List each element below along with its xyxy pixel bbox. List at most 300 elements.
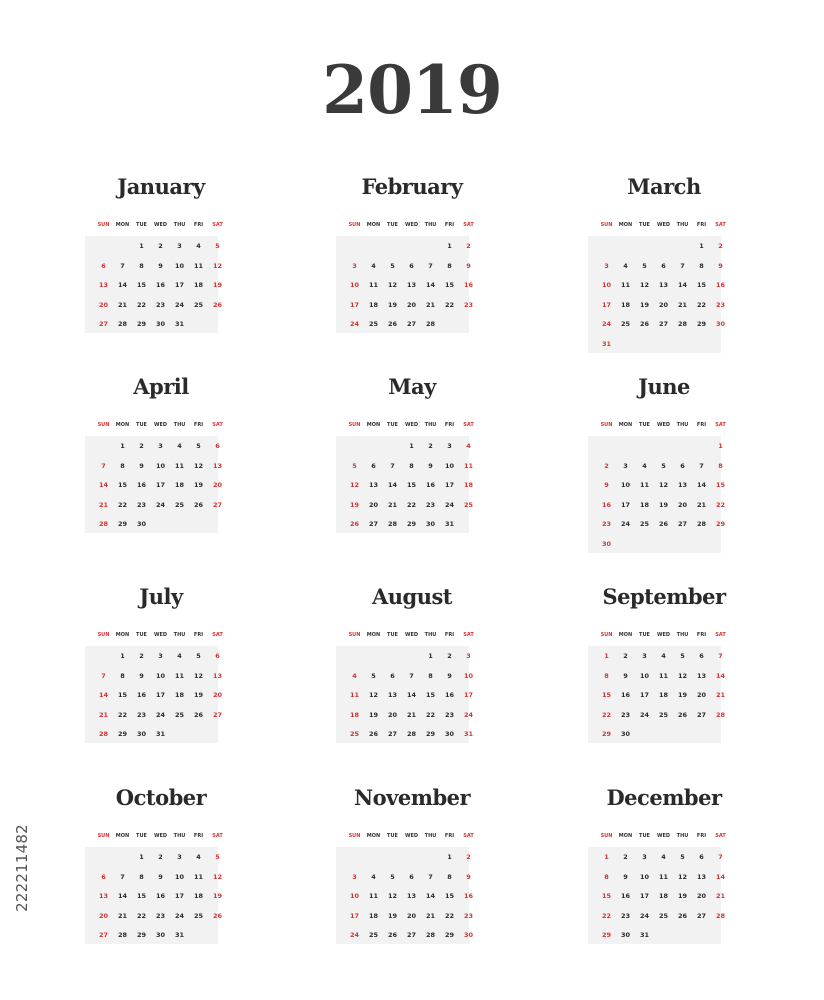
- weekday-label: MON: [115, 632, 130, 638]
- day-cell: 30: [155, 931, 166, 939]
- day-cell: 9: [447, 671, 452, 680]
- day-cell: 18: [658, 691, 669, 699]
- day-cell: 18: [174, 481, 185, 489]
- day-cell: 13: [696, 671, 707, 680]
- day-cell: 27: [406, 320, 417, 328]
- day-cell: 5: [371, 671, 376, 680]
- day-cell: 23: [155, 300, 166, 309]
- day-cell: 16: [136, 481, 147, 489]
- day-cell: 17: [620, 500, 631, 509]
- weekday-label: SAT: [715, 632, 726, 638]
- day-cell: 13: [677, 481, 688, 489]
- day-cell: 7: [428, 872, 433, 881]
- day-cell: 7: [699, 461, 704, 470]
- day-cell: 19: [349, 500, 360, 509]
- day-cell: 1: [120, 652, 125, 660]
- day-cell: 17: [639, 691, 650, 699]
- day-grid: [588, 847, 726, 944]
- day-cell: 20: [368, 500, 379, 509]
- day-cell: 31: [639, 931, 650, 939]
- day-cell: 8: [447, 261, 452, 270]
- weekday-label: SUN: [97, 222, 110, 228]
- day-cell: 13: [212, 461, 223, 470]
- day-cell: 17: [155, 691, 166, 699]
- day-cell: 27: [696, 710, 707, 719]
- day-cell: 26: [387, 931, 398, 939]
- day-cell: 19: [212, 892, 223, 900]
- day-cell: 25: [658, 710, 669, 719]
- day-cell: 10: [174, 261, 185, 270]
- weekday-label: MON: [366, 632, 381, 638]
- day-cell: 6: [101, 261, 106, 270]
- day-cell: 21: [387, 500, 398, 509]
- day-cell: 1: [139, 853, 144, 861]
- day-cell: 8: [428, 671, 433, 680]
- day-cell: 18: [174, 691, 185, 699]
- day-cell: 24: [463, 710, 474, 719]
- day-cell: 23: [136, 500, 147, 509]
- day-cell: 18: [193, 281, 204, 289]
- weekday-label: MON: [618, 222, 633, 228]
- day-grid: [336, 236, 474, 333]
- day-cell: 27: [658, 320, 669, 328]
- day-cell: 3: [447, 442, 452, 450]
- weekday-label: THU: [676, 632, 689, 638]
- weekday-label: THU: [173, 422, 186, 428]
- weekday-label: SUN: [97, 632, 110, 638]
- day-cell: 29: [117, 730, 128, 738]
- day-cell: 3: [623, 461, 628, 470]
- day-cell: 28: [677, 320, 688, 328]
- month-name: August: [371, 584, 453, 609]
- day-cell: 10: [463, 671, 474, 680]
- day-cell: 29: [444, 931, 455, 939]
- weekday-header: [94, 219, 234, 231]
- day-cell: 11: [658, 671, 669, 680]
- day-cell: 13: [368, 481, 379, 489]
- day-cell: 1: [409, 442, 414, 450]
- weekday-label: SAT: [463, 222, 474, 228]
- day-cell: 23: [715, 300, 726, 309]
- day-cell: 14: [425, 281, 436, 289]
- weekday-label: MON: [366, 833, 381, 839]
- day-cell: 4: [196, 242, 201, 250]
- day-cell: 25: [368, 931, 379, 939]
- day-cell: 25: [620, 320, 631, 328]
- day-cell: 12: [193, 671, 204, 680]
- day-grid: [336, 847, 474, 944]
- day-cell: 16: [155, 892, 166, 900]
- weekday-label: TUE: [136, 222, 147, 228]
- weekday-label: THU: [173, 632, 186, 638]
- day-cell: 13: [658, 281, 669, 289]
- weekday-label: SAT: [715, 833, 726, 839]
- day-cell: 27: [98, 931, 109, 939]
- day-cell: 6: [101, 872, 106, 881]
- day-cell: 14: [696, 481, 707, 489]
- day-cell: 1: [604, 652, 609, 660]
- day-cell: 9: [623, 671, 628, 680]
- weekday-header: [94, 629, 234, 641]
- day-cell: 12: [368, 691, 379, 699]
- day-cell: 23: [620, 911, 631, 920]
- weekday-label: SAT: [212, 422, 223, 428]
- day-cell: 4: [196, 853, 201, 861]
- day-cell: 13: [98, 281, 109, 289]
- day-cell: 10: [639, 671, 650, 680]
- day-cell: 12: [193, 461, 204, 470]
- day-cell: 4: [661, 652, 666, 660]
- weekday-header: [345, 830, 485, 842]
- day-cell: 2: [623, 853, 628, 861]
- day-cell: 9: [428, 461, 433, 470]
- day-cell: 27: [406, 931, 417, 939]
- day-cell: 5: [215, 853, 220, 861]
- weekday-label: FRI: [193, 422, 204, 428]
- day-cell: 8: [409, 461, 414, 470]
- day-cell: 2: [718, 242, 723, 250]
- weekday-label: MON: [366, 222, 381, 228]
- day-cell: 30: [463, 931, 474, 939]
- day-cell: 5: [680, 853, 685, 861]
- weekday-label: SUN: [600, 632, 613, 638]
- weekday-header: [597, 830, 737, 842]
- year-title: 2019: [322, 51, 502, 129]
- day-cell: 21: [98, 710, 109, 719]
- day-grid: [85, 436, 223, 533]
- day-cell: 20: [212, 481, 223, 489]
- day-cell: 15: [601, 892, 612, 900]
- day-cell: 10: [444, 461, 455, 470]
- weekday-label: WED: [656, 632, 671, 638]
- day-cell: 1: [447, 853, 452, 861]
- day-cell: 15: [406, 481, 417, 489]
- day-cell: 11: [620, 281, 631, 289]
- day-cell: 18: [368, 300, 379, 309]
- day-cell: 6: [371, 461, 376, 470]
- day-cell: 4: [177, 442, 182, 450]
- day-cell: 25: [658, 911, 669, 920]
- day-cell: 28: [406, 730, 417, 738]
- weekday-label: SAT: [463, 422, 474, 428]
- day-cell: 16: [715, 281, 726, 289]
- weekday-label: SUN: [348, 833, 361, 839]
- weekday-label: THU: [424, 833, 437, 839]
- day-grid: [85, 847, 223, 944]
- day-cell: 21: [406, 710, 417, 719]
- weekday-label: WED: [153, 222, 168, 228]
- day-cell: 29: [136, 320, 147, 328]
- day-cell: 4: [661, 853, 666, 861]
- day-cell: 3: [352, 872, 357, 881]
- day-cell: 30: [601, 539, 612, 548]
- weekday-label: THU: [676, 422, 689, 428]
- day-cell: 11: [639, 481, 650, 489]
- day-cell: 17: [155, 481, 166, 489]
- day-cell: 18: [193, 892, 204, 900]
- day-cell: 7: [101, 461, 106, 470]
- weekday-label: SUN: [97, 833, 110, 839]
- weekday-label: SUN: [600, 222, 613, 228]
- day-grid: [85, 236, 223, 333]
- weekday-label: TUE: [387, 833, 398, 839]
- day-cell: 16: [136, 691, 147, 699]
- weekday-label: TUE: [387, 422, 398, 428]
- day-cell: 9: [604, 481, 609, 489]
- weekday-label: SUN: [348, 632, 361, 638]
- weekday-label: THU: [424, 422, 437, 428]
- day-cell: 31: [444, 520, 455, 528]
- day-cell: 8: [139, 872, 144, 881]
- day-cell: 3: [642, 652, 647, 660]
- day-cell: 26: [677, 710, 688, 719]
- day-cell: 22: [136, 911, 147, 920]
- day-cell: 15: [601, 691, 612, 699]
- day-cell: 20: [677, 500, 688, 509]
- weekday-label: WED: [153, 833, 168, 839]
- day-cell: 14: [406, 691, 417, 699]
- day-cell: 7: [101, 671, 106, 680]
- day-cell: 22: [406, 500, 417, 509]
- weekday-label: MON: [115, 422, 130, 428]
- day-cell: 9: [158, 261, 163, 270]
- day-cell: 26: [368, 730, 379, 738]
- day-cell: 12: [639, 281, 650, 289]
- day-cell: 15: [444, 892, 455, 900]
- weekday-label: WED: [656, 422, 671, 428]
- day-cell: 13: [387, 691, 398, 699]
- day-cell: 23: [463, 300, 474, 309]
- day-cell: 8: [139, 261, 144, 270]
- day-cell: 17: [349, 911, 360, 920]
- day-cell: 21: [425, 911, 436, 920]
- day-cell: 10: [349, 281, 360, 289]
- day-grid: [336, 646, 474, 743]
- weekday-label: SAT: [212, 222, 223, 228]
- day-cell: 13: [406, 892, 417, 900]
- day-cell: 16: [155, 281, 166, 289]
- day-cell: 17: [174, 281, 185, 289]
- day-cell: 5: [680, 652, 685, 660]
- day-cell: 4: [623, 261, 628, 270]
- weekday-label: TUE: [136, 422, 147, 428]
- day-cell: 30: [425, 520, 436, 528]
- day-cell: 6: [215, 652, 220, 660]
- day-cell: 15: [425, 691, 436, 699]
- day-cell: 23: [463, 911, 474, 920]
- day-cell: 18: [620, 300, 631, 309]
- day-cell: 24: [444, 500, 455, 509]
- day-cell: 23: [136, 710, 147, 719]
- day-cell: 10: [639, 872, 650, 881]
- day-cell: 29: [696, 320, 707, 328]
- day-cell: 6: [699, 853, 704, 861]
- day-cell: 3: [466, 652, 471, 660]
- day-cell: 17: [601, 300, 612, 309]
- day-cell: 11: [349, 691, 360, 699]
- day-cell: 12: [677, 872, 688, 881]
- day-cell: 22: [444, 300, 455, 309]
- day-cell: 12: [677, 671, 688, 680]
- day-cell: 28: [715, 911, 726, 920]
- day-cell: 9: [466, 261, 471, 270]
- day-cell: 23: [620, 710, 631, 719]
- day-cell: 1: [120, 442, 125, 450]
- weekday-label: TUE: [387, 222, 398, 228]
- day-cell: 2: [428, 442, 433, 450]
- weekday-label: SUN: [97, 422, 110, 428]
- weekday-label: TUE: [639, 422, 650, 428]
- day-cell: 21: [715, 892, 726, 900]
- weekday-label: FRI: [696, 833, 707, 839]
- day-cell: 26: [349, 520, 360, 528]
- day-cell: 10: [620, 481, 631, 489]
- day-cell: 15: [117, 481, 128, 489]
- day-cell: 12: [349, 481, 360, 489]
- day-cell: 20: [658, 300, 669, 309]
- day-cell: 6: [390, 671, 395, 680]
- day-cell: 3: [177, 242, 182, 250]
- day-cell: 9: [139, 671, 144, 680]
- day-cell: 1: [139, 242, 144, 250]
- day-cell: 22: [601, 911, 612, 920]
- weekday-label: FRI: [696, 222, 707, 228]
- day-cell: 7: [718, 652, 723, 660]
- day-cell: 11: [368, 892, 379, 900]
- day-cell: 19: [387, 300, 398, 309]
- day-cell: 28: [117, 931, 128, 939]
- day-cell: 19: [658, 500, 669, 509]
- day-cell: 22: [696, 300, 707, 309]
- day-cell: 5: [352, 461, 357, 470]
- day-cell: 22: [117, 500, 128, 509]
- day-cell: 9: [623, 872, 628, 881]
- weekday-label: TUE: [639, 222, 650, 228]
- day-cell: 7: [409, 671, 414, 680]
- day-cell: 28: [425, 931, 436, 939]
- stock-id-text: 222211482: [13, 824, 31, 912]
- day-cell: 18: [658, 892, 669, 900]
- weekday-label: MON: [366, 422, 381, 428]
- day-cell: 22: [601, 710, 612, 719]
- day-cell: 28: [98, 520, 109, 528]
- day-cell: 9: [466, 872, 471, 881]
- day-cell: 16: [425, 481, 436, 489]
- weekday-header: [94, 830, 234, 842]
- day-cell: 14: [715, 872, 726, 881]
- day-cell: 2: [447, 652, 452, 660]
- day-cell: 2: [623, 652, 628, 660]
- weekday-label: THU: [676, 222, 689, 228]
- day-cell: 8: [604, 872, 609, 881]
- weekday-label: WED: [404, 222, 419, 228]
- day-cell: 8: [120, 671, 125, 680]
- weekday-header: [597, 219, 737, 231]
- day-cell: 15: [696, 281, 707, 289]
- day-cell: 4: [642, 461, 647, 470]
- day-cell: 13: [406, 281, 417, 289]
- weekday-label: WED: [656, 222, 671, 228]
- day-cell: 28: [696, 520, 707, 528]
- day-cell: 19: [677, 691, 688, 699]
- day-cell: 19: [387, 911, 398, 920]
- day-cell: 26: [677, 911, 688, 920]
- month-name: May: [388, 374, 436, 399]
- month-name: June: [638, 374, 690, 399]
- day-cell: 26: [193, 500, 204, 509]
- weekday-header: [94, 419, 234, 431]
- day-cell: 21: [117, 300, 128, 309]
- weekday-label: FRI: [444, 422, 455, 428]
- day-cell: 14: [98, 481, 109, 489]
- day-cell: 27: [677, 520, 688, 528]
- day-cell: 28: [98, 730, 109, 738]
- day-cell: 29: [117, 520, 128, 528]
- day-cell: 25: [174, 500, 185, 509]
- day-cell: 22: [425, 710, 436, 719]
- day-cell: 24: [174, 911, 185, 920]
- day-cell: 20: [406, 300, 417, 309]
- day-cell: 5: [196, 442, 201, 450]
- day-cell: 11: [463, 461, 474, 470]
- day-cell: 12: [387, 892, 398, 900]
- day-cell: 18: [349, 710, 360, 719]
- day-cell: 9: [158, 872, 163, 881]
- day-cell: 13: [98, 892, 109, 900]
- day-cell: 27: [368, 520, 379, 528]
- day-cell: 30: [136, 520, 147, 528]
- month-name: July: [139, 584, 183, 609]
- day-cell: 30: [620, 931, 631, 939]
- day-cell: 29: [601, 730, 612, 738]
- day-cell: 15: [117, 691, 128, 699]
- day-cell: 7: [120, 872, 125, 881]
- day-grid: [588, 236, 726, 353]
- day-cell: 5: [661, 461, 666, 470]
- day-cell: 10: [601, 281, 612, 289]
- day-cell: 4: [177, 652, 182, 660]
- weekday-label: WED: [153, 422, 168, 428]
- day-cell: 29: [715, 520, 726, 528]
- day-cell: 10: [174, 872, 185, 881]
- day-cell: 31: [174, 931, 185, 939]
- day-cell: 12: [212, 872, 223, 881]
- day-cell: 17: [639, 892, 650, 900]
- day-cell: 8: [447, 872, 452, 881]
- day-cell: 15: [136, 281, 147, 289]
- weekday-header: [597, 419, 737, 431]
- day-cell: 5: [196, 652, 201, 660]
- day-cell: 15: [444, 281, 455, 289]
- day-cell: 21: [677, 300, 688, 309]
- day-cell: 23: [155, 911, 166, 920]
- day-cell: 4: [466, 442, 471, 450]
- day-cell: 20: [696, 691, 707, 699]
- day-cell: 12: [212, 261, 223, 270]
- day-grid: [588, 646, 726, 743]
- day-cell: 20: [696, 892, 707, 900]
- day-cell: 18: [368, 911, 379, 920]
- day-cell: 15: [136, 892, 147, 900]
- day-cell: 10: [155, 461, 166, 470]
- day-cell: 2: [604, 461, 609, 470]
- day-cell: 24: [349, 931, 360, 939]
- day-grid: [336, 436, 474, 533]
- day-cell: 6: [699, 652, 704, 660]
- day-cell: 30: [136, 730, 147, 738]
- day-cell: 31: [601, 339, 612, 348]
- day-cell: 23: [444, 710, 455, 719]
